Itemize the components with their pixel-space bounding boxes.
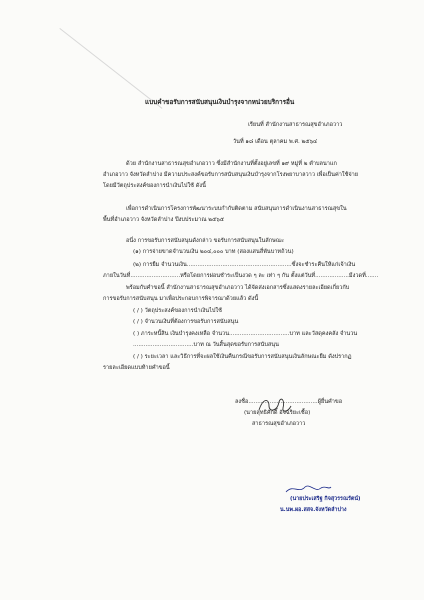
stamp-signature-scribble bbox=[283, 482, 333, 496]
checklist-item-3-continued: ..................................บาท ณ วันสิ้นสุดขอรับการสนับสนุน bbox=[133, 342, 279, 348]
date-line: วันที่ ๑๘ เดือน ตุลาคม พ.ศ. ๒๕๖๔ bbox=[233, 139, 318, 145]
checklist-item-4-continued: รายละเอียดแบบท้ายคำขอนี้ bbox=[103, 365, 170, 371]
option-a: (๑) การจ่ายขาดจำนวนเงิน ๒๐๔,๐๐๐ บาท (สองแสนสี่พันบาทถ้วน) bbox=[133, 249, 294, 255]
checklist-item-4: ( / ) ระยะเวลา และวิธีการที่จะผลใช้เงินคืนกรณีขอรับการสนับสนุนเงินลักษณะยืม ดังปรากฏ bbox=[133, 354, 352, 360]
signer-name: (นายสุทธิศักดิ์ อัจฉริยะเชื้อ) bbox=[244, 410, 311, 416]
option-b-continued: ภายในวันที่............................หรือโดยการผ่อนชำระเป็นงวด ๆ ละ เท่า ๆ กัน ตั้งแต่วันที่...................มีงวดที่....... bbox=[103, 273, 379, 279]
signer-position: สาธารณสุขอำเภอวาว bbox=[252, 421, 306, 427]
checklist-item-3: ( ) ภาระหนี้สิน เงินบำรุงคงเหลือ จำนวน..................................บาท และวัสดุคงคลัง จำนวน bbox=[133, 331, 358, 337]
checklist-item-2: ( / ) จำนวนเงินที่ต้องการขอรับการสนับสนุน bbox=[133, 319, 239, 325]
paragraph1-line3: โดยมีวัตถุประสงค์ของการนำเงินไปใช้ ดังนี้ bbox=[103, 183, 206, 189]
signature-line: ลงชื่อ.......................................ผู้ยื่นคำขอ bbox=[235, 399, 343, 405]
approver-stamp-name: (นายประเสริฐ กิจสุวรรณรัตน์) bbox=[290, 496, 361, 502]
paragraph1-line1: ด้วย สำนักงานสาธารณสุขอำเภอวาว ซึ่งมีสำนักงานที่ตั้งอยู่เลขที่ ๑๙ หมู่ที่ ๒ ตำบลนาแก bbox=[126, 161, 337, 167]
paragraph1-line2: อำเภอวาว จังหวัดลำปาง มีความประสงค์ขอรับการสนับสนุนเงินบำรุงจากโรงพยาบาลวาว เพื่อเป็นค่าใช้จ่าย bbox=[103, 172, 359, 178]
checklist-item-1: ( / ) วัตถุประสงค์ของการนำเงินไปใช้ bbox=[133, 308, 222, 314]
paragraph2-line1: เพื่อการดำเนินการโครงการพัฒนาระบบกำกับติดตาม สนับสนุนการดำเนินงานสาธารณสุขใน bbox=[126, 206, 347, 212]
paragraph4-line2: การขอรับการสนับสนุน มาเพื่อประกอบการพิจารณาด้วยแล้ว ดังนี้ bbox=[103, 296, 259, 302]
paragraph2-line2: พื้นที่อำเภอวาว จังหวัดลำปาง ปีงบประมาณ ๒๕๖๕ bbox=[103, 217, 224, 223]
approver-stamp-position: น.นพ.ผอ.สสจ.จังหวัดลำปาง bbox=[280, 507, 347, 513]
document-title: แบบคำขอรับการสนับสนุนเงินบำรุงจากหน่วยบริการอื่น bbox=[145, 98, 295, 106]
paragraph4-line1: พร้อมกับคำขอนี้ สำนักงานสาธารณสุขอำเภอวาว ได้จัดส่งเอกสารซึ่งแสดงรายละเอียดเกี่ยวกับ bbox=[126, 285, 350, 291]
paper-fold-mark bbox=[59, 28, 162, 109]
attention-line: เรียนที่ สำนักงานสาธารณสุขอำเภอวาว bbox=[248, 122, 343, 128]
option-b: (๒) การยืม จำนวนเงิน...........................................................ซึ่งจะชำระคืนให้แก่เจ้าเงิน bbox=[133, 262, 356, 268]
paragraph3-intro: อนึ่ง การขอรับการสนับสนุนดังกล่าว ขอรับการสนับสนุนในลักษณะ bbox=[126, 238, 284, 244]
